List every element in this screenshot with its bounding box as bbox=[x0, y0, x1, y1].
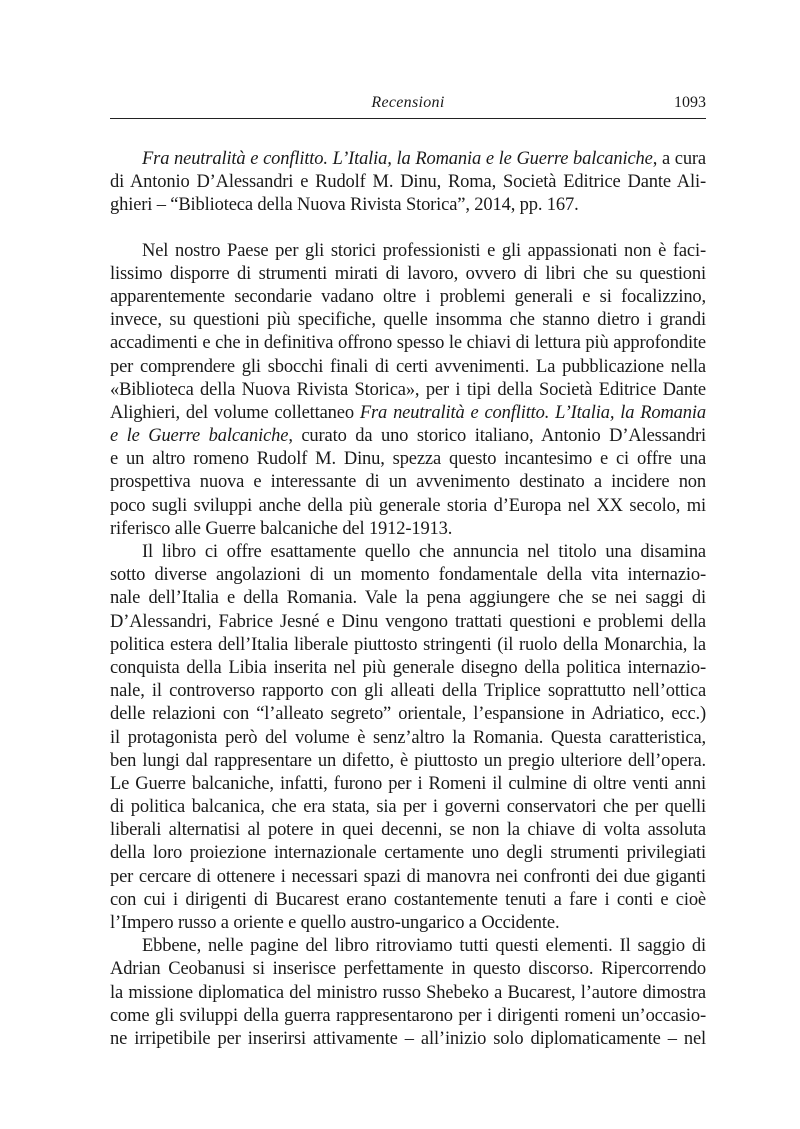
text-run: sotto diverse angolazioni di un momento fondamentale della vita internazio- bbox=[110, 565, 706, 586]
text-run: Ebbene, nelle pagine del libro ritroviamo tutti questi elementi. Il saggio di bbox=[142, 936, 706, 957]
text-line bbox=[110, 866, 706, 889]
text-run: e le Guerre balcaniche bbox=[110, 426, 289, 447]
text-run: delle relazioni con “l’alleato segreto” orientale, l’espansione in Adriatico, ecc.) bbox=[110, 704, 706, 725]
text-line bbox=[110, 518, 706, 541]
text-run: politica estera dell’Italia liberale piuttosto stringenti (il ruolo della Monarchia, la bbox=[110, 634, 706, 655]
text-line bbox=[110, 448, 706, 471]
text-line bbox=[110, 425, 706, 448]
text-run: liberali alternatisi al potere in quei decenni, se non la chiave di volta assoluta bbox=[110, 820, 706, 841]
text-line bbox=[110, 727, 706, 750]
text-run: e un altro romeno Rudolf M. Dinu, spezza questo incantesimo e ci offre una bbox=[110, 449, 706, 470]
text-run: come gli sviluppi della guerra rappresentarono per i dirigenti romeni un’occasio- bbox=[110, 1005, 706, 1026]
text-line bbox=[110, 541, 706, 564]
text-run: D’Alessandri, Fabrice Jesné e Dinu vengono trattati questioni e problemi della bbox=[110, 611, 706, 632]
text-run: Fra neutralità e conflitto. L’Italia, la Romania bbox=[359, 402, 706, 423]
text-line bbox=[110, 148, 706, 171]
text-line bbox=[110, 286, 706, 309]
text-run: , curato da uno storico italiano, Antonio D’Alessandri bbox=[288, 426, 707, 447]
text-line bbox=[110, 889, 706, 912]
text-line bbox=[110, 379, 706, 402]
text-line bbox=[110, 912, 706, 935]
text-run: Alighieri, del volume collettaneo bbox=[110, 402, 360, 423]
text-run: conquista della Libia inserita nel più generale disegno della politica internazio- bbox=[110, 657, 706, 678]
text-run: della loro proiezione internazionale certamente uno degli strumenti privilegiati bbox=[110, 843, 706, 864]
text-line bbox=[110, 982, 706, 1005]
text-line bbox=[110, 263, 706, 286]
review-paragraph bbox=[110, 935, 706, 1051]
text-line bbox=[110, 402, 706, 425]
text-run: accadimenti e che in definitiva offrono spesso le chiavi di lettura più approfondite bbox=[110, 333, 706, 354]
text-run: lissimo disporre di strumenti mirati di lavoro, ovvero di libri che su questioni bbox=[110, 263, 706, 284]
text-line bbox=[110, 309, 706, 332]
text-line bbox=[110, 332, 706, 355]
spacer bbox=[110, 218, 706, 240]
text-line bbox=[110, 564, 706, 587]
text-line bbox=[110, 935, 706, 958]
text-run: nale, il controverso rapporto con gli alleati della Triplice soprattutto nell’ottica bbox=[110, 681, 706, 702]
text-run: la missione diplomatica del ministro russo Shebeko a Bucarest, l’autore dimostra bbox=[110, 982, 706, 1003]
text-line bbox=[110, 634, 706, 657]
review-paragraph bbox=[110, 541, 706, 935]
text-run: apparentemente secondarie vadano oltre i problemi generali e si focalizzino, bbox=[110, 286, 706, 307]
text-run: prospettiva nuova e interessante di un avvenimento destinato a incidere non bbox=[110, 472, 706, 493]
text-line bbox=[110, 703, 706, 726]
text-run: con cui i dirigenti di Bucarest erano costantemente tenuti a fare i conti e cioè bbox=[110, 889, 706, 910]
text-run: Fra neutralità e conflitto. L’Italia, la Romania e le Guerre balcaniche bbox=[142, 149, 653, 169]
text-run: ne irripetibile per inserirsi attivamente – all’inizio solo diplomaticamente – nel bbox=[110, 1028, 706, 1049]
text-run: poco sugli sviluppi anche della più generale storia d’Europa nel XX secolo, mi bbox=[110, 495, 706, 516]
text-line bbox=[110, 194, 706, 217]
text-run: , a cura bbox=[652, 149, 706, 169]
text-line bbox=[110, 750, 706, 773]
page-content bbox=[110, 148, 706, 1051]
book-citation bbox=[110, 148, 706, 218]
running-head: Recensioni bbox=[371, 94, 445, 111]
text-run: l’Impero russo a oriente e quello austro-ungarico a Occidente. bbox=[110, 913, 560, 933]
text-run: invece, su questioni più specifiche, quelle insomma che stanno dietro i grandi bbox=[110, 310, 706, 331]
text-run: Il libro ci offre esattamente quello che annuncia nel titolo una disamina bbox=[142, 542, 706, 562]
text-line bbox=[110, 240, 706, 263]
text-run: di Antonio D’Alessandri e Rudolf M. Dinu, Roma, Società Editrice Dante Ali- bbox=[110, 172, 706, 193]
text-run: per comprendere gli sbocchi finali di certi avvenimenti. La pubblicazione nella bbox=[110, 356, 706, 377]
page-number: 1093 bbox=[674, 94, 706, 111]
text-run: il protagonista però del volume è senz’altro la Romania. Questa caratteristica, bbox=[110, 727, 706, 748]
text-run: di politica balcanica, che era stata, sia per i governi conservatori che per quelli bbox=[110, 797, 706, 818]
text-line bbox=[110, 1005, 706, 1028]
text-line bbox=[110, 611, 706, 634]
text-line bbox=[110, 819, 706, 842]
text-line bbox=[110, 495, 706, 518]
text-line bbox=[110, 773, 706, 796]
text-line bbox=[110, 680, 706, 703]
text-line bbox=[110, 958, 706, 981]
text-run: Le Guerre balcaniche, infatti, furono per i Romeni il culmine di oltre venti anni bbox=[110, 773, 706, 794]
text-line bbox=[110, 796, 706, 819]
text-run: «Biblioteca della Nuova Rivista Storica», per i tipi della Società Editrice Dante bbox=[110, 379, 706, 400]
text-run: ghieri – “Biblioteca della Nuova Rivista Storica”, 2014, pp. 167. bbox=[110, 195, 579, 216]
text-line bbox=[110, 842, 706, 865]
text-run: Nel nostro Paese per gli storici professionisti e gli appassionati non è faci- bbox=[142, 240, 706, 261]
text-line bbox=[110, 471, 706, 494]
text-run: ben lungi dal rappresentare un difetto, è piuttosto un pregio ulteriore dell’opera. bbox=[110, 750, 706, 771]
text-run: riferisco alle Guerre balcaniche del 1912-1913. bbox=[110, 518, 453, 539]
text-run: nale dell’Italia e della Romania. Vale la pena aggiungere che se nei saggi di bbox=[110, 588, 706, 609]
page-header bbox=[110, 92, 706, 119]
text-run: per cercare di ottenere i necessari spazi di manovra nei confronti dei due giganti bbox=[110, 866, 706, 887]
text-line bbox=[110, 356, 706, 379]
text-line bbox=[110, 657, 706, 680]
text-line bbox=[110, 1028, 706, 1051]
text-line bbox=[110, 587, 706, 610]
review-paragraph bbox=[110, 240, 706, 541]
text-line bbox=[110, 171, 706, 194]
text-run: Adrian Ceobanusi si inserisce perfettamente in questo discorso. Ripercorrendo bbox=[110, 959, 706, 980]
